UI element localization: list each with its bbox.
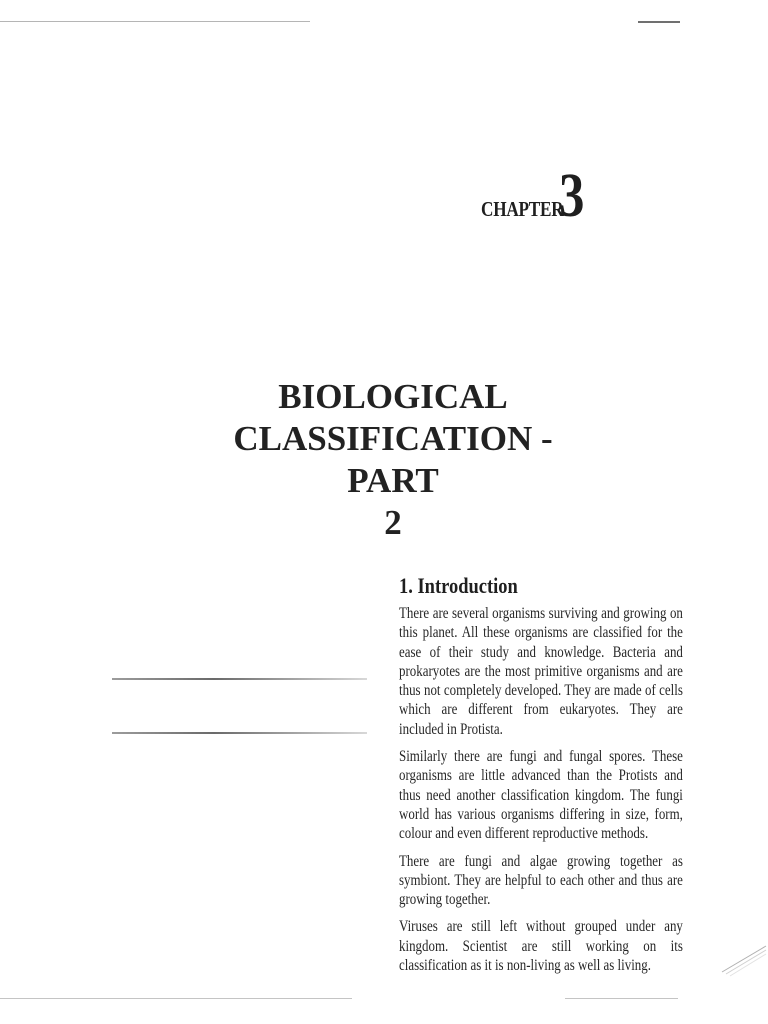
paragraph: Similarly there are fungi and fungal spores. These organisms are little advanced than the Protists and thus need another classification kingdom. The fungi world has various organisms differing in size, form, colour and even different reproductive methods.: [399, 748, 683, 843]
section-heading: 1. Introduction: [399, 573, 518, 598]
chapter-title-line: PART: [347, 461, 439, 500]
top-right-rule: [638, 21, 680, 23]
decorative-divider-lower: [112, 732, 367, 734]
bottom-right-rule: [565, 998, 678, 999]
decorative-divider-upper: [112, 678, 367, 680]
chapter-title: [193, 376, 593, 544]
bottom-left-rule: [0, 998, 352, 999]
chapter-title-line: 2: [384, 503, 402, 542]
page-curl-decoration: [720, 940, 768, 980]
chapter-marker: [481, 162, 590, 230]
top-left-rule: [0, 21, 310, 22]
chapter-label: CHAPTER: [481, 197, 564, 221]
section-body: [399, 604, 683, 983]
paragraph: There are fungi and algae growing together as symbiont. They are helpful to each other and thus are growing together.: [399, 852, 683, 909]
chapter-title-line: BIOLOGICAL: [278, 377, 508, 416]
chapter-title-line: CLASSIFICATION -: [233, 419, 553, 458]
paragraph: There are several organisms surviving and growing on this planet. All these organisms are classified for the ease of their study and knowledge. Bacteria and prokaryotes are the most primitive organisms and are thus not completely developed. They are made of cells which are different from eukaryotes. They are included in Protista.: [399, 605, 683, 738]
chapter-number: 3: [559, 162, 585, 230]
paragraph: Viruses are still left without grouped under any kingdom. Scientist are still working on its classification as it is non-living as well as living.: [399, 918, 683, 975]
